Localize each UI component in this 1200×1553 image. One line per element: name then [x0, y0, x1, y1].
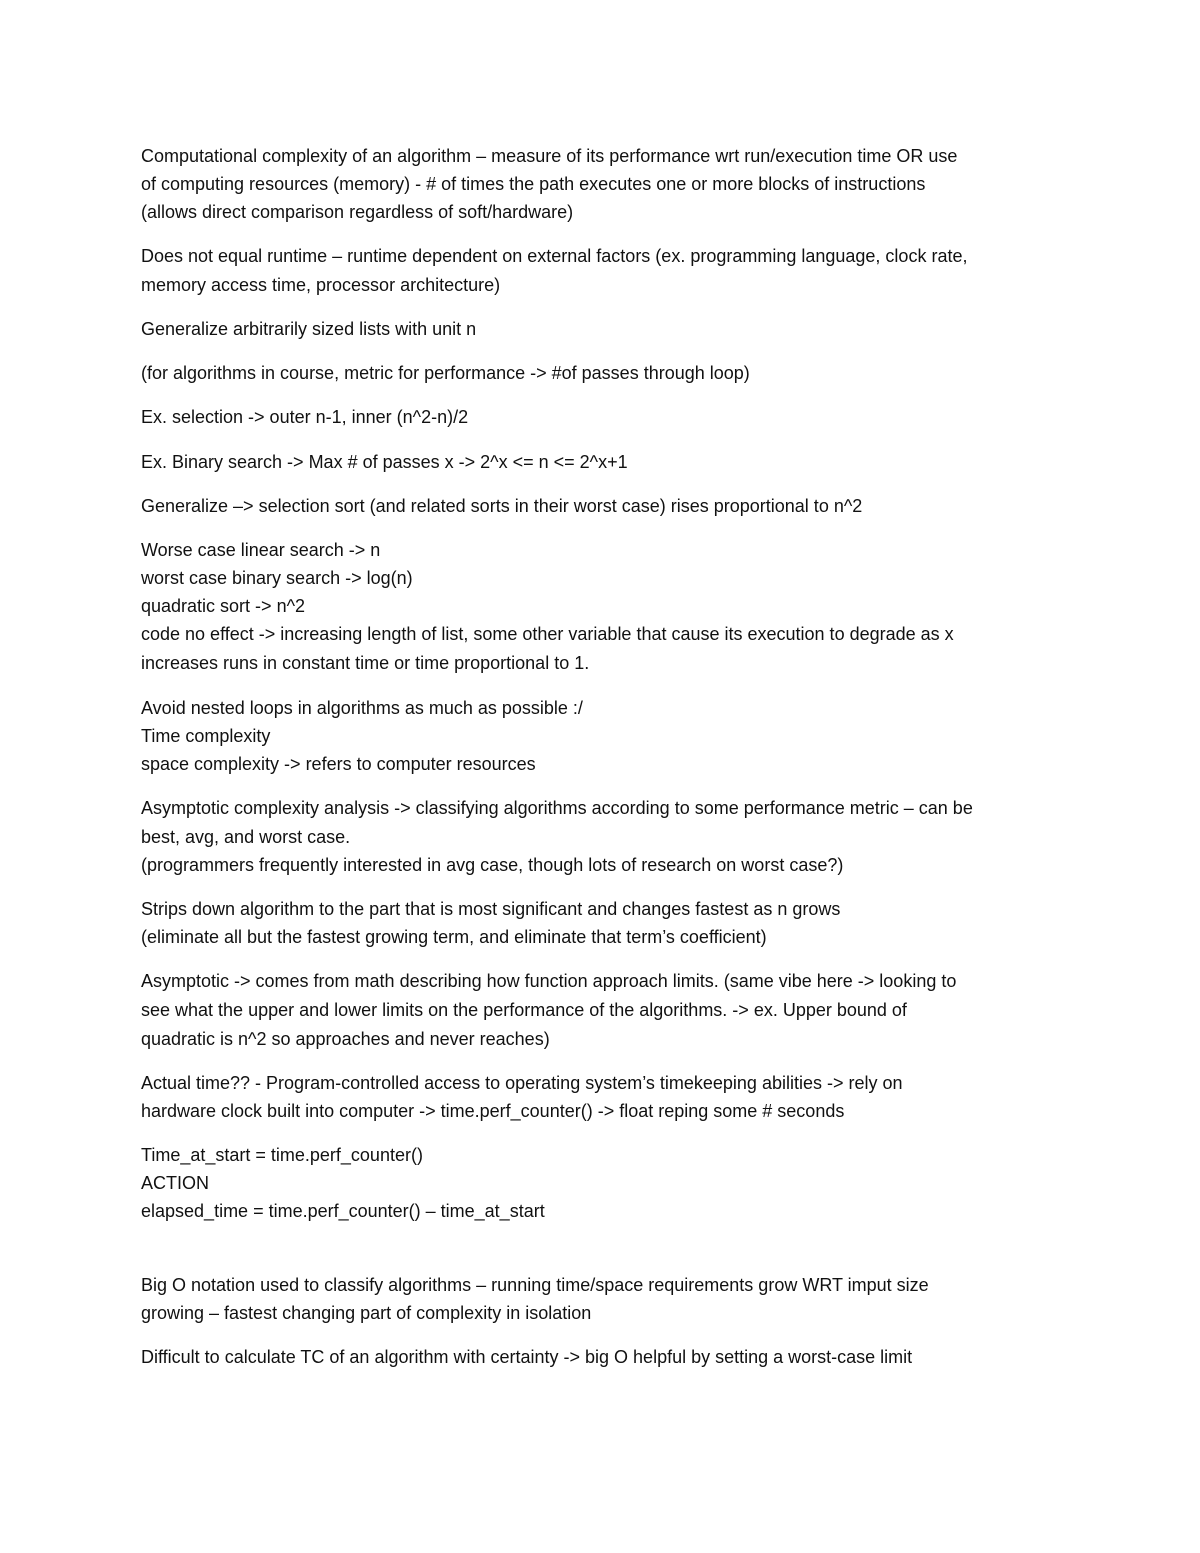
text-line: Worse case linear search -> n	[141, 540, 381, 560]
text-line: memory access time, processor architecture)	[141, 275, 501, 295]
text-line: (allows direct comparison regardless of soft/hardware)	[141, 202, 574, 222]
text-line: code no effect -> increasing length of list, some other variable that cause its execution to degrade as x	[141, 624, 954, 644]
text-line: Avoid nested loops in algorithms as much as possible :/	[141, 698, 583, 718]
text-line: best, avg, and worst case.	[141, 827, 351, 847]
text-line: ACTION	[141, 1173, 210, 1193]
text-line: space complexity -> refers to computer resources	[141, 754, 536, 774]
text-line: Generalize –> selection sort (and related sorts in their worst case) rises proportional to n^2	[141, 496, 863, 516]
text-line: elapsed_time = time.perf_counter() – time_at_start	[141, 1201, 545, 1221]
text-line: increases runs in constant time or time proportional to 1.	[141, 653, 590, 673]
text-line: (programmers frequently interested in avg case, though lots of research on worst case?)	[141, 855, 844, 875]
text-line: Computational complexity of an algorithm – measure of its performance wrt run/execution time OR use	[141, 146, 958, 166]
text-line: Time_at_start = time.perf_counter()	[141, 1145, 423, 1165]
text-line: Ex. selection -> outer n-1, inner (n^2-n)/2	[141, 407, 469, 427]
text-line: Generalize arbitrarily sized lists with unit n	[141, 319, 477, 339]
text-line: (for algorithms in course, metric for performance -> #of passes through loop)	[141, 363, 750, 383]
text-line: Time complexity	[141, 726, 271, 746]
text-line: Difficult to calculate TC of an algorithm with certainty -> big O helpful by setting a worst-case limit	[141, 1347, 913, 1367]
text-line: quadratic sort -> n^2	[141, 596, 306, 616]
text-line: Big O notation used to classify algorithms – running time/space requirements grow WRT imput size	[141, 1275, 929, 1295]
text-line: Actual time?? - Program-controlled access to operating system’s timekeeping abilities -> rely on	[141, 1073, 903, 1093]
text-line: quadratic is n^2 so approaches and never reaches)	[141, 1029, 550, 1049]
text-line: growing – fastest changing part of complexity in isolation	[141, 1303, 592, 1323]
text-line: Ex. Binary search -> Max # of passes x -> 2^x <= n <= 2^x+1	[141, 452, 628, 472]
text-line: Asymptotic complexity analysis -> classifying algorithms according to some performance metric – can be	[141, 798, 973, 818]
text-line: worst case binary search -> log(n)	[141, 568, 413, 588]
text-line: Asymptotic -> comes from math describing how function approach limits. (same vibe here -> looking to	[141, 971, 957, 991]
text-line: Strips down algorithm to the part that is most significant and changes fastest as n grows	[141, 899, 841, 919]
text-line: (eliminate all but the fastest growing term, and eliminate that term’s coefficient)	[141, 927, 767, 947]
text-line: of computing resources (memory) - # of times the path executes one or more blocks of instructions	[141, 174, 926, 194]
text-line: hardware clock built into computer -> time.perf_counter() -> float reping some # seconds	[141, 1101, 845, 1121]
text-line: see what the upper and lower limits on the performance of the algorithms. -> ex. Upper bound of	[141, 1000, 907, 1020]
text-line: Does not equal runtime – runtime dependent on external factors (ex. programming language, clock rate,	[141, 246, 968, 266]
